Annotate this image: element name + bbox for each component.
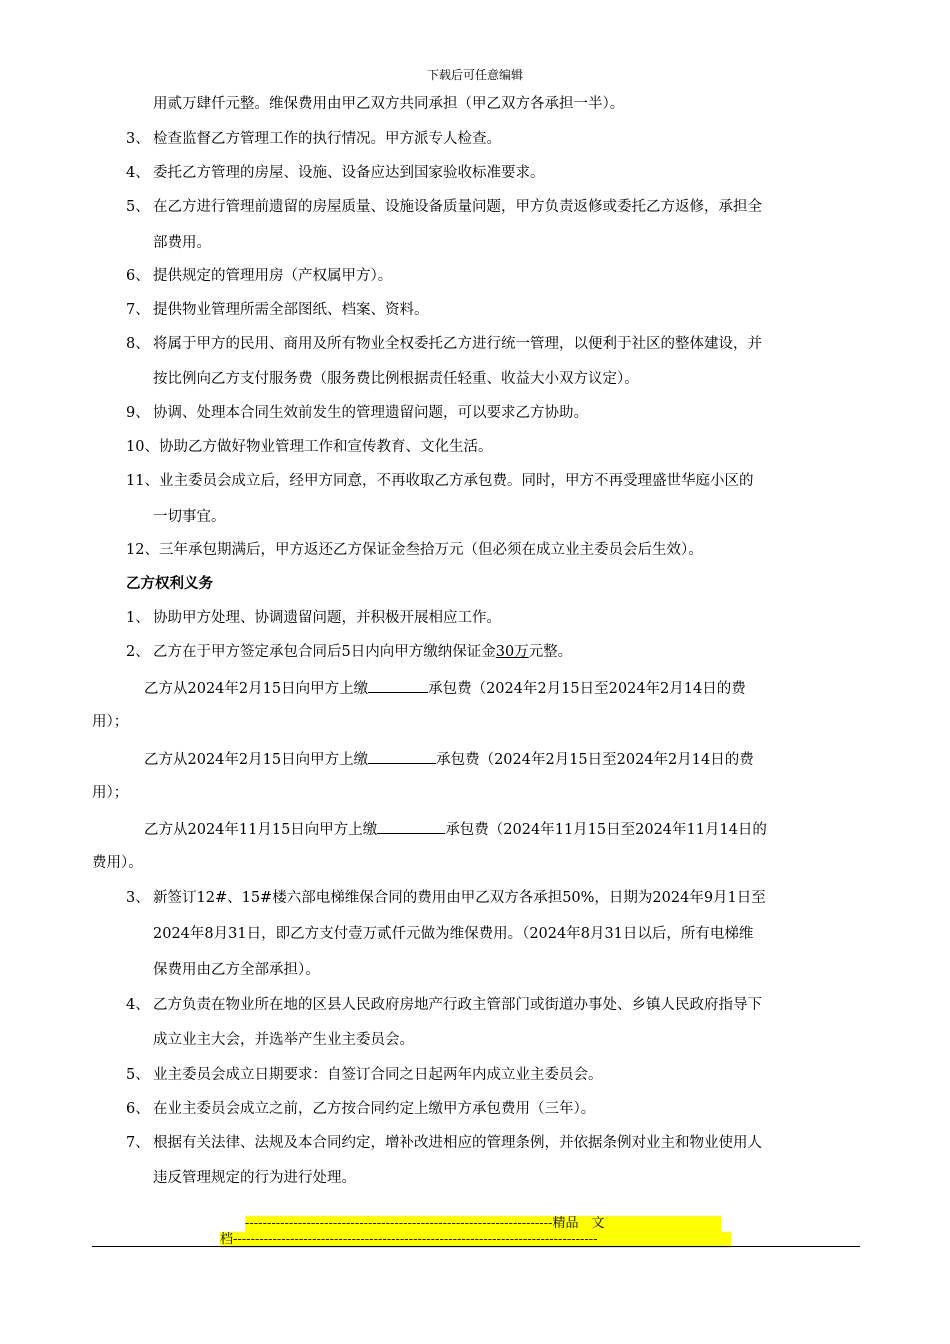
item-number-5: 5、 (126, 199, 150, 215)
payment-line-3: 乙方从2024年11月15日向甲方上缴 承包费（2024年11月15日至2024年11月14日的 (144, 819, 767, 839)
obligation-4-text: 乙方负责在物业所在地的区县人民政府房地产行政主管部门或街道办事处、乡镇人民政府指导下 (153, 997, 762, 1013)
obligation-number-5: 5、 (126, 1067, 150, 1083)
payment-line-2: 乙方从2024年2月15日向甲方上缴 承包费（2024年2月15日至2024年2月14日的费 (144, 749, 754, 769)
footer-divider (92, 1246, 860, 1247)
fill-blank (368, 678, 428, 693)
fill-blank (368, 749, 436, 764)
footer-watermark-line-1: ----------------------------------------------------------------------精品 文 (245, 1216, 721, 1232)
section-heading: 乙方权利义务 (126, 576, 213, 592)
obligation-number-6: 6、 (126, 1101, 150, 1117)
item-5-text-cont: 部费用。 (153, 235, 211, 251)
obligation-3-text: 新签订12#、15#楼六部电梯维保合同的费用由甲乙双方各承担50%，日期为2024年9月1日至 (153, 890, 766, 906)
payment-line-2-cont: 用）； (92, 785, 129, 801)
obligation-7-text-cont: 违反管理规定的行为进行处理。 (153, 1170, 356, 1186)
item-number-9: 9、 (126, 405, 150, 421)
item-11-text-cont: 一切事宜。 (153, 509, 226, 525)
obligation-2-text: 乙方在于甲方签定承包合同后5日内向甲方缴纳保证金30万元整。 (153, 644, 573, 660)
item-9-text: 协调、处理本合同生效前发生的管理遗留问题，可以要求乙方协助。 (153, 405, 588, 421)
item-number-8: 8、 (126, 336, 150, 352)
obligation-number-1: 1、 (126, 610, 150, 626)
item-4-text: 委托乙方管理的房屋、设施、设备应达到国家验收标准要求。 (153, 165, 545, 181)
payment-line-3-cont: 费用）。 (92, 855, 143, 871)
obligation-5-text: 业主委员会成立日期要求：自签订合同之日起两年内成立业主委员会。 (153, 1067, 603, 1083)
fill-blank (377, 819, 445, 834)
continuation-line: 用贰万肆仟元整。维保费用由甲乙双方共同承担（甲乙双方各承担一半）。 (153, 96, 625, 112)
item-5-text: 在乙方进行管理前遗留的房屋质量、设施设备质量问题，甲方负责返修或委托乙方返修，承担全 (153, 199, 762, 215)
item-10-text: 10、协助乙方做好物业管理工作和宣传教育、文化生活。 (126, 439, 493, 455)
payment-line-1-cont: 用）； (92, 714, 129, 730)
obligation-6-text: 在业主委员会成立之前，乙方按合同约定上缴甲方承包费用（三年）。 (153, 1101, 596, 1117)
item-8-text: 将属于甲方的民用、商用及所有物业全权委托乙方进行统一管理，以便利于社区的整体建设，并 (153, 336, 762, 352)
item-number-6: 6、 (126, 268, 150, 284)
page-header: 下载后可任意编辑 (426, 68, 523, 82)
obligation-number-3: 3、 (126, 890, 150, 906)
deposit-amount: 30万 (495, 644, 529, 660)
item-number-7: 7、 (126, 302, 150, 318)
obligation-4-text-cont: 成立业主大会，并选举产生业主委员会。 (153, 1032, 414, 1048)
footer-watermark-line-2: 档----------------------------------------------------------------------------------- (220, 1232, 731, 1248)
obligation-7-text: 根据有关法律、法规及本合同约定，增补改进相应的管理条例，并依据条例对业主和物业使用人 (153, 1135, 762, 1151)
payment-line-1: 乙方从2024年2月15日向甲方上缴 承包费（2024年2月15日至2024年2月14日的费 (144, 678, 746, 698)
obligation-3-text-cont2: 保费用由乙方全部承担）。 (153, 962, 320, 978)
obligation-number-4: 4、 (126, 997, 150, 1013)
obligation-number-7: 7、 (126, 1135, 150, 1151)
item-11-text: 11、业主委员会成立后，经甲方同意，不再收取乙方承包费。同时，甲方不再受理盛世华庭小区的 (126, 473, 754, 489)
item-12-text: 12、三年承包期满后，甲方返还乙方保证金叁拾万元（但必须在成立业主委员会后生效）。 (126, 542, 703, 558)
item-8-text-cont: 按比例向乙方支付服务费（服务费比例根据责任轻重、收益大小双方议定）。 (153, 371, 639, 387)
item-3-text: 检查监督乙方管理工作的执行情况。甲方派专人检查。 (153, 131, 501, 147)
obligation-3-text-cont: 2024年8月31日，即乙方支付壹万贰仟元做为维保费用。（2024年8月31日以后，所有电梯维 (153, 926, 754, 942)
item-6-text: 提供规定的管理用房（产权属甲方）。 (153, 268, 393, 284)
obligation-number-2: 2、 (126, 644, 150, 660)
item-number-3: 3、 (126, 131, 150, 147)
item-number-4: 4、 (126, 165, 150, 181)
obligation-1-text: 协助甲方处理、协调遗留问题，并积极开展相应工作。 (153, 610, 501, 626)
item-7-text: 提供物业管理所需全部图纸、档案、资料。 (153, 302, 429, 318)
